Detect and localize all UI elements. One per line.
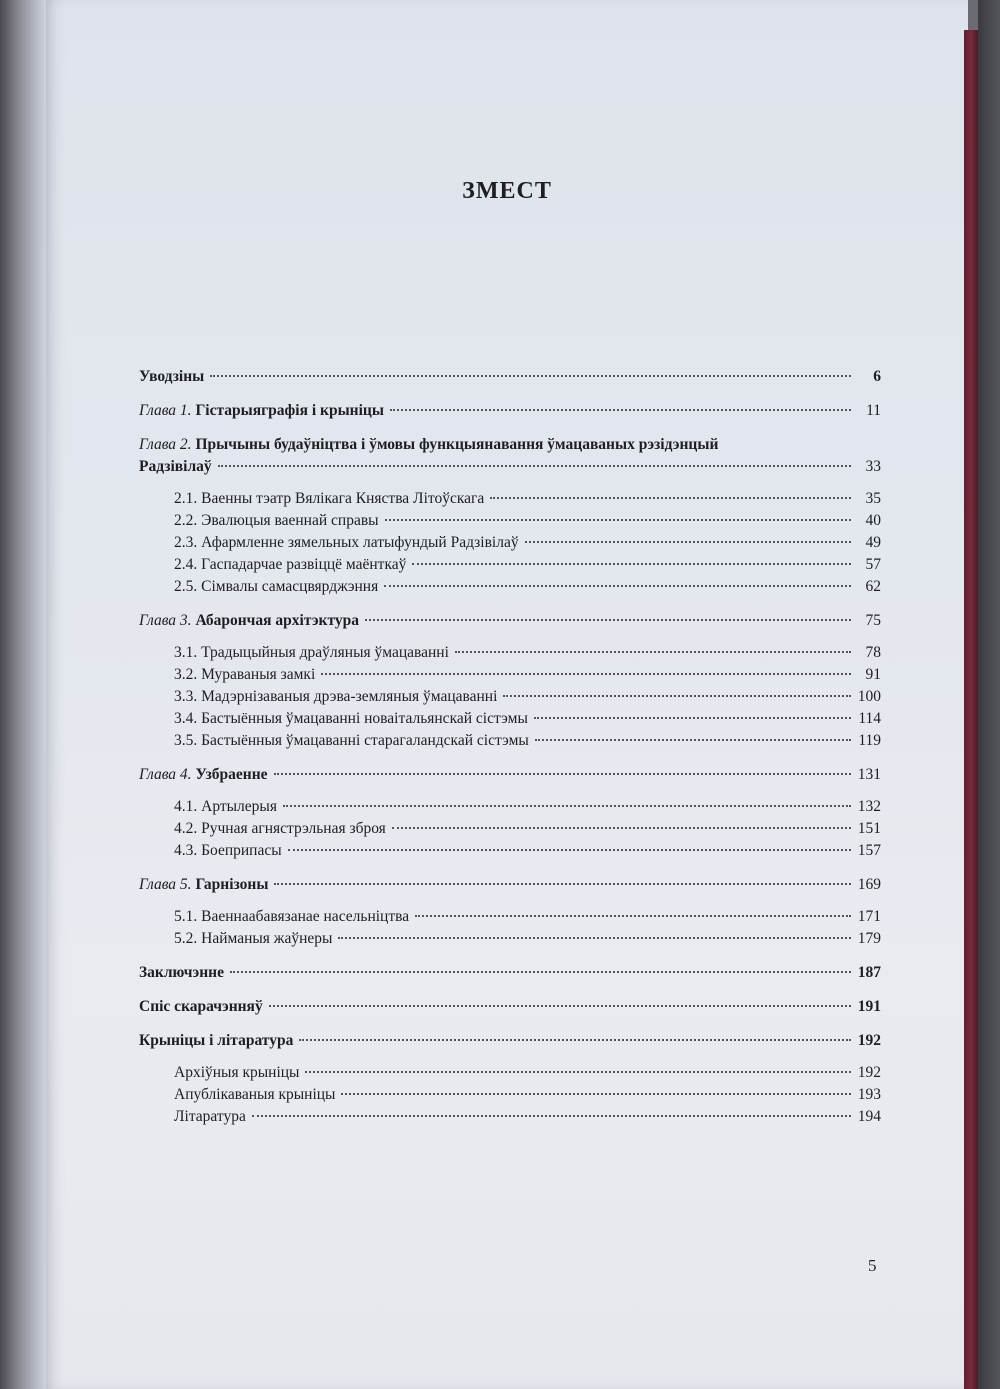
toc-page: 33 <box>865 458 881 475</box>
toc-section: 4.3. Боеприпасы 157 <box>174 842 881 859</box>
toc-page: 187 <box>857 964 881 981</box>
leader-dots <box>269 1005 851 1007</box>
toc-entry-chapter-1 <box>139 400 881 422</box>
toc-page: 169 <box>857 876 881 893</box>
toc-page: 6 <box>873 368 881 385</box>
chapter-prefix: Глава 2. <box>139 436 192 453</box>
background-edge <box>978 0 1000 1389</box>
toc-section: 3.1. Традыцыйныя драўляныя ўмацаванні 78 <box>174 644 881 661</box>
leader-dots <box>230 971 851 973</box>
toc-label: Спіс скарачэнняў <box>139 998 263 1015</box>
page-title: ЗМЕСТ <box>462 178 552 204</box>
toc-entry-chapter-2 <box>139 434 881 478</box>
toc-entry-chapter-5 <box>139 874 881 896</box>
toc-section: 3.3. Мадэрнізаваныя дрэва-земляныя ўмацаванні 100 <box>174 688 881 705</box>
toc-entry-conclusion <box>139 962 881 984</box>
toc-section: 2.5. Сімвалы самасцвярджэння 62 <box>174 578 881 595</box>
toc-section: 2.3. Афармленне зямельных латыфундый Радзівілаў 49 <box>174 534 881 551</box>
toc-label: Абарончая архітэктура <box>195 612 359 629</box>
toc-section: 5.2. Найманыя жаўнеры 179 <box>174 930 881 947</box>
toc-section: Архіўныя крыніцы 192 <box>174 1064 881 1081</box>
toc-section: Апублікаваныя крыніцы 193 <box>174 1086 881 1103</box>
sources-sections <box>139 1062 881 1128</box>
toc-page: 191 <box>857 998 881 1015</box>
toc-entry-intro <box>139 366 881 388</box>
toc-label: Гарнізоны <box>195 876 269 893</box>
page-number: 5 <box>868 1256 877 1275</box>
chapter-4-sections <box>139 796 881 862</box>
chapter-prefix: Глава 3. <box>139 612 192 629</box>
toc-entry-chapter-3 <box>139 610 881 632</box>
toc-section: 5.1. Ваеннаабавязанае насельніцтва 171 <box>174 908 881 925</box>
leader-dots <box>218 465 851 467</box>
toc-page: 75 <box>865 612 881 629</box>
leader-dots <box>274 773 851 775</box>
table-of-contents <box>139 366 881 1128</box>
toc-label: Крыніцы і літаратура <box>139 1032 294 1049</box>
chapter-2-sections <box>139 488 881 598</box>
leader-dots <box>210 375 851 377</box>
toc-section: 3.4. Бастыённыя ўмацаванні новаітальянскай сістэмы 114 <box>174 710 881 727</box>
toc-page: 11 <box>866 402 881 419</box>
toc-section: 4.1. Артылерыя 132 <box>174 798 881 815</box>
chapter-prefix: Глава 1. <box>139 402 192 419</box>
chapter-prefix: Глава 5. <box>139 876 192 893</box>
toc-section: 3.5. Бастыённыя ўмацаванні старагаландскай сістэмы 119 <box>174 732 881 749</box>
leader-dots <box>274 883 851 885</box>
leader-dots <box>390 409 851 411</box>
leader-dots <box>365 619 851 621</box>
book-cover-edge <box>964 30 978 1389</box>
toc-section: Літаратура 194 <box>174 1108 881 1125</box>
toc-label: Узбраенне <box>195 766 268 783</box>
toc-entry-chapter-4 <box>139 764 881 786</box>
leader-dots <box>299 1039 851 1041</box>
chapter-prefix: Глава 4. <box>139 766 192 783</box>
chapter-5-sections <box>139 906 881 950</box>
toc-label-line2: Радзівілаў <box>139 458 212 475</box>
toc-label: Заключэнне <box>139 964 224 981</box>
toc-section: 2.1. Ваенны тэатр Вялікага Княства Літоўскага 35 <box>174 490 881 507</box>
toc-section: 3.2. Мураваныя замкі 91 <box>174 666 881 683</box>
toc-label: Гістарыяграфія і крыніцы <box>195 402 384 419</box>
toc-label-line1: Прычыны будаўніцтва і ўмовы функцыянавання ўмацаваных рэзідэнцый <box>195 436 719 453</box>
toc-section: 4.2. Ручная агнястрэльная зброя 151 <box>174 820 881 837</box>
book-spine-shadow <box>0 0 46 1389</box>
chapter-3-sections <box>139 642 881 752</box>
toc-page: 192 <box>857 1032 881 1049</box>
toc-entry-abbreviations <box>139 996 881 1018</box>
toc-section: 2.2. Эвалюцыя ваеннай справы 40 <box>174 512 881 529</box>
toc-label: Уводзіны <box>139 368 205 385</box>
toc-section: 2.4. Гаспадарчае развіццё маёнткаў 57 <box>174 556 881 573</box>
toc-entry-sources <box>139 1030 881 1052</box>
toc-page: 131 <box>857 766 881 783</box>
